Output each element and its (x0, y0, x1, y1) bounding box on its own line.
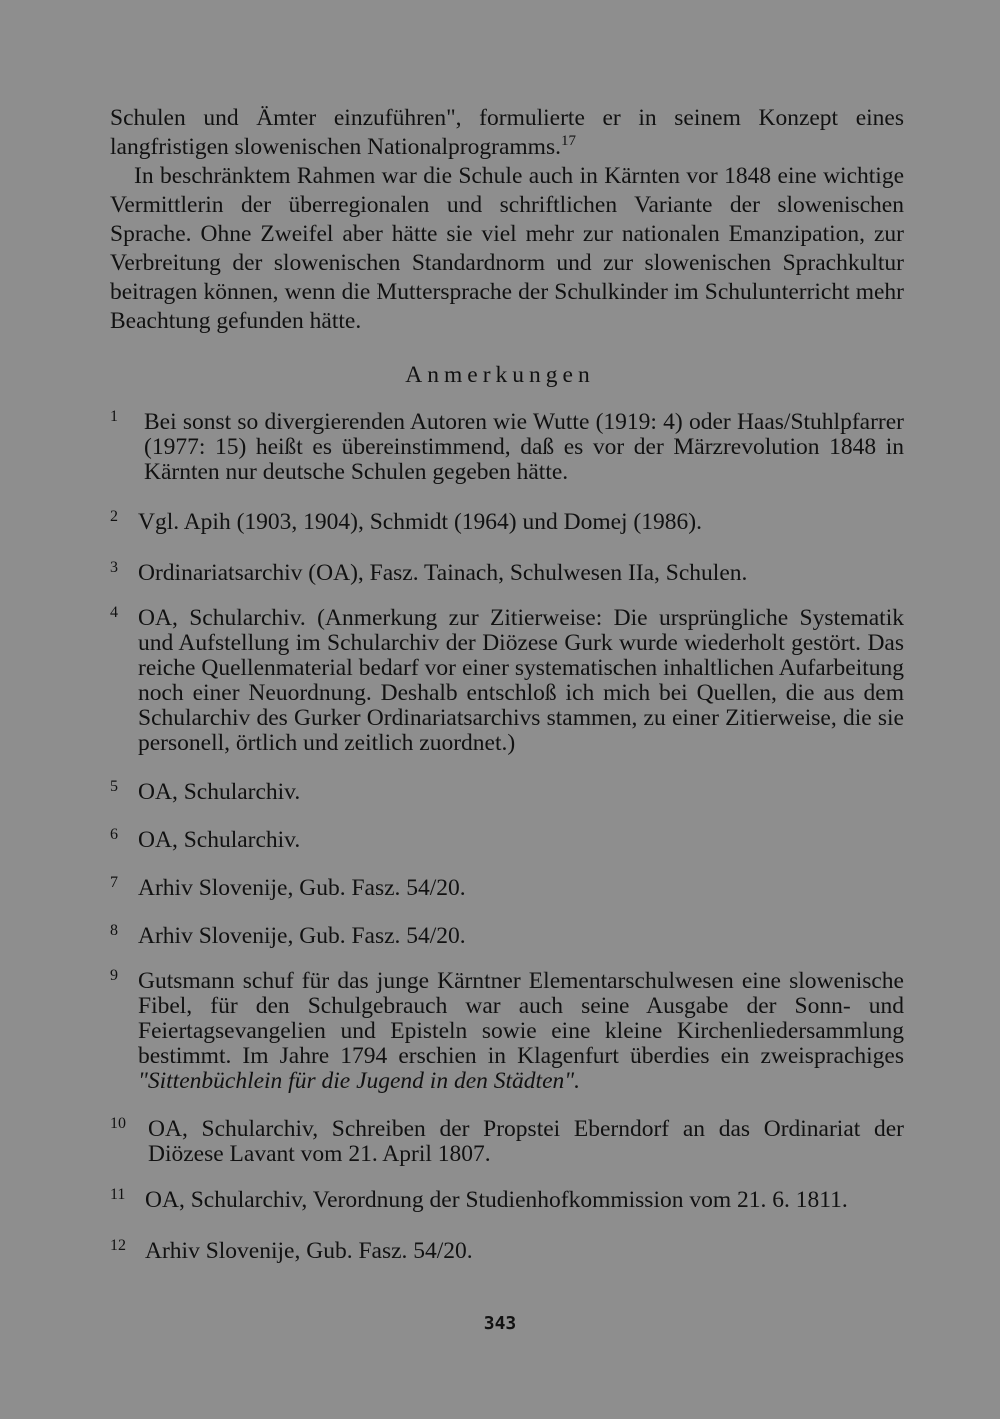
note-7 (110, 876, 904, 901)
note-number: 8 (110, 922, 118, 939)
note-number: 5 (110, 778, 118, 795)
note-text: Arhiv Slovenije, Gub. Fasz. 54/20. (138, 923, 466, 949)
note-1 (110, 410, 904, 485)
note-text: OA, Schularchiv. (138, 779, 301, 805)
note-number: 2 (110, 508, 118, 525)
note-text: OA, Schularchiv, Verordnung der Studienhofkommission vom 21. 6. 1811. (145, 1187, 848, 1213)
note-text: Bei sonst so divergierenden Autoren wie Wutte (1919: 4) oder Haas/Stuhlpfarrer (1977: 15) heißt es übereinstimmend, daß es vor der Märzrevolution 1848 in Kärnten nur deutsche Schulen gegeben hätte. (144, 409, 904, 485)
note-number: 6 (110, 826, 118, 843)
note-number: 1 (110, 408, 118, 425)
note-number: 3 (110, 559, 118, 576)
note-3 (110, 561, 904, 586)
page-number: 343 (483, 1313, 517, 1334)
note-5 (110, 780, 904, 805)
note-number: 4 (110, 604, 118, 621)
note-text: OA, Schularchiv, Schreiben der Propstei Eberndorf an das Ordinariat der Diözese Lavant vom 21. April 1807. (148, 1116, 904, 1167)
paragraph-2: In beschränktem Rahmen war die Schule auch in Kärnten vor 1848 eine wichtige Vermittlerin der überregionalen und schriftlichen Variante der slowenischen Sprache. Ohne Zweifel aber hätte sie viel mehr zur nationalen Emanzipation, zur Verbreitung der slowenischen Standardnorm und zur slowenischen Sprachkultur beitragen können, wenn die Muttersprache der Schulkinder im Schulunterricht mehr Beachtung gefunden hätte. (110, 163, 904, 334)
paragraph-1: Schulen und Ämter einzuführen", formulierte er in seinem Konzept eines langfristigen slowenischen Nationalprogramms.$^{17}$ (110, 105, 904, 160)
body-text (110, 104, 904, 336)
note-number: 11 (110, 1186, 126, 1203)
note-text: Ordinariatsarchiv (OA), Fasz. Tainach, Schulwesen IIa, Schulen. (138, 560, 748, 586)
note-9 (110, 969, 904, 1094)
note-6 (110, 828, 904, 853)
footnote-ref-17: 17 (560, 133, 576, 149)
note-text: OA, Schularchiv. (Anmerkung zur Zitierweise: Die ursprüngliche Systematik und Aufstellung im Schularchiv der Diözese Gurk wurde wiederholt gestört. Das reiche Quellenmaterial bedarf vor einer systematischen inhaltlichen Aufarbeitung noch einer Neuordnung. Deshalb entschloß ich mich bei Quellen, die aus dem Schularchiv des Gurker Ordinariatsarchivs stammen, zu einer Zitierweise, die sie personell, örtlich und zeitlich zuordnet.) (138, 605, 904, 756)
note-4 (110, 606, 904, 756)
note-8 (110, 924, 904, 949)
note-number: 9 (110, 967, 118, 984)
note-number: 12 (110, 1237, 126, 1254)
note-text: Vgl. Apih (1903, 1904), Schmidt (1964) und Domej (1986). (138, 509, 702, 535)
note-text: Gutsmann schuf für das junge Kärntner Elementarschulwesen eine slowenische Fibel, für den Schulgebrauch war auch seine Ausgabe der Sonn- und Feiertagsevangelien und Episteln sowie eine kleine Kirchenliedersammlung bestimmt. Im Jahre 1794 erschien in Klagenfurt überdies ein zweisprachiges "Sittenbüchlein für die Jugend in den Städten". (138, 968, 904, 1094)
note-number: 7 (110, 874, 118, 891)
note-number: 10 (110, 1115, 126, 1132)
note-text: OA, Schularchiv. (138, 827, 301, 853)
notes-heading: Anmerkungen (405, 362, 595, 388)
note-2 (110, 510, 904, 535)
note-10 (110, 1117, 904, 1167)
note-text: Arhiv Slovenije, Gub. Fasz. 54/20. (145, 1238, 473, 1264)
note-12 (110, 1239, 904, 1264)
note-11 (110, 1188, 904, 1213)
note-text: Arhiv Slovenije, Gub. Fasz. 54/20. (138, 875, 466, 901)
note-9-italic-title: "Sittenbüchlein für die Jugend in den Städten". (138, 1068, 580, 1094)
